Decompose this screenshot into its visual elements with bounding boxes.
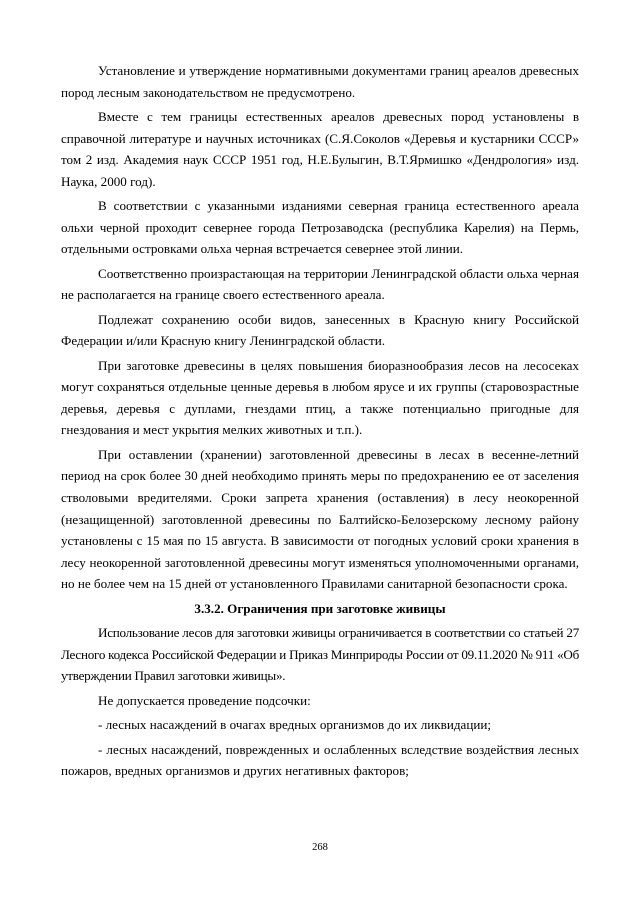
page-number: 268 (312, 842, 328, 853)
list-item: - лесных насаждений, поврежденных и ослабленных вследствие воздействия лесных пожаров, вредных организмов и других негативных факторов; (61, 741, 579, 779)
page-body (61, 60, 579, 785)
section-heading: 3.3.2. Ограничения при заготовке живицы (194, 600, 446, 616)
paragraph: Подлежат сохранению особи видов, занесенных в Красную книгу Российской Федерации и/или Красную книгу Ленинградской области. (61, 311, 579, 349)
paragraph: При оставлении (хранении) заготовленной древесины в лесах в весенне-летний период на срок более 30 дней необходимо принять меры по предохранению ее от заселения стволовыми вредителями. Сроки запрета хранения (оставления) в лесу неокоренной (незащищенной) заготовленной древесины по Балтийско-Белозерскому лесному району установлены с 15 мая по 15 августа. В зависимости от погодных условий сроки хранения в лесу неокоренной заготовленной древесины могут изменяться уполномоченными органами, но не более чем на 15 дней от установленного Правилами санитарной безопасности срока. (61, 446, 579, 592)
paragraph: Установление и утверждение нормативными документами границ ареалов древесных пород лесным законодательством не предусмотрено. (61, 63, 579, 100)
paragraph: Соответственно произрастающая на территории Ленинградской области ольха черная не располагается на границе своего естественного ареала. (61, 265, 579, 303)
paragraph: При заготовке древесины в целях повышения биоразнообразия лесов на лесосеках могут сохраняться отдельные ценные деревья в любом ярусе и их группы (старовозрастные деревья, деревья с дуплами, гнездами птиц, а также потенциально пригодные для гнездования и мест укрытия мелких животных и т.п.). (61, 357, 579, 438)
paragraph: Использование лесов для заготовки живицы ограничивается в соответствии со статьей 27 Лесного кодекса Российской Федерации и Приказ Минприроды России от 09.11.2020 № 911 «Об утверждении Правил заготовки живицы». (61, 625, 579, 684)
paragraph: Не допускается проведение подсочки: (98, 692, 311, 708)
list-item: - лесных насаждений в очагах вредных организмов до их ликвидации; (98, 717, 491, 733)
paragraph: Вместе с тем границы естественных ареалов древесных пород установлены в справочной литературе и научных источниках (С.Я.Соколов «Деревья и кустарники СССР» том 2 изд. Академия наук СССР 1951 год, Н.Е.Булыгин, В.Т.Ярмишко «Дендрология» изд. Наука, 2000 год). (61, 108, 579, 189)
paragraph: В соответствии с указанными изданиями северная граница естественного ареала ольхи черной проходит севернее города Петрозаводска (республика Карелия) на Пермь, отдельными островками ольха черная встречается севернее этой линии. (61, 198, 579, 257)
